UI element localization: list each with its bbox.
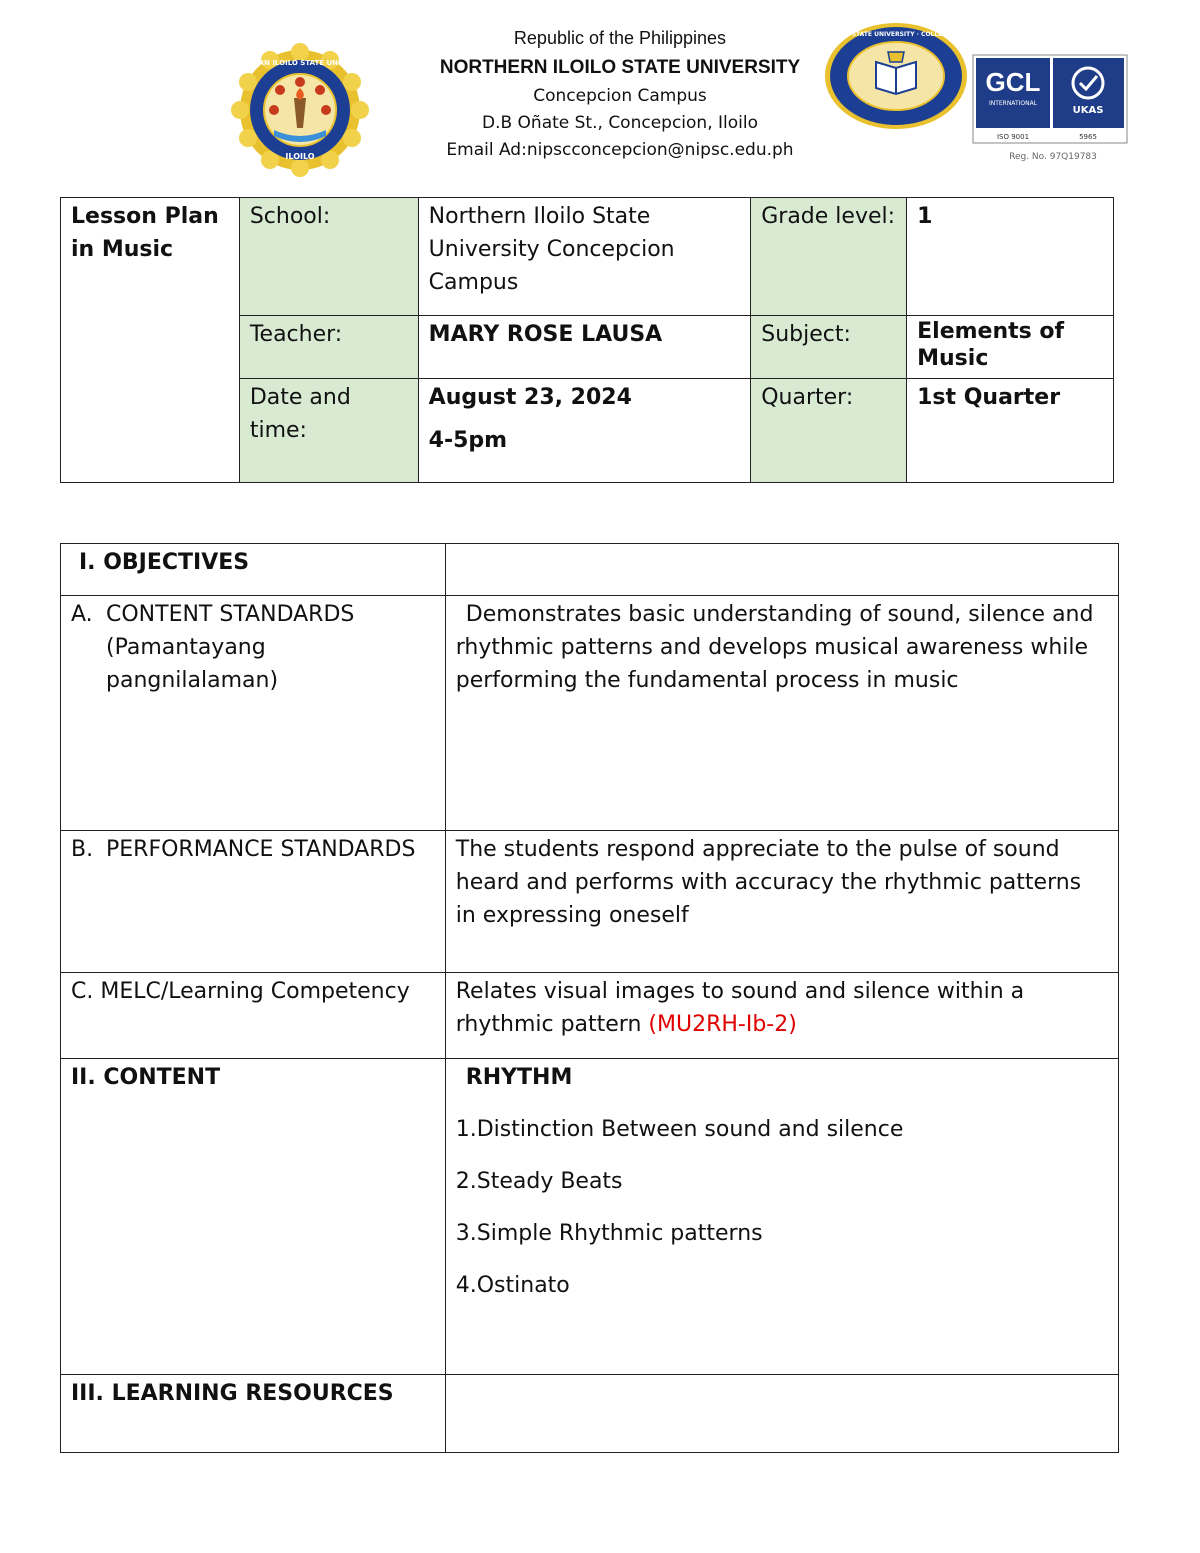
content-item: 2.Steady Beats: [455, 1169, 623, 1194]
content-standards-text: [445, 596, 1118, 831]
melc-label: C. MELC/Learning Competency: [61, 973, 446, 1059]
performance-standards-marker: B.: [71, 837, 94, 862]
content-standards-marker: A.: [71, 602, 93, 627]
quarter-label: Quarter:: [751, 379, 907, 483]
objectives-empty-cell: [445, 544, 1118, 596]
melc-cell: [445, 973, 1118, 1059]
lesson-plan-title: Lesson Plan in Music: [61, 198, 240, 316]
subject-label: Subject:: [751, 316, 907, 379]
content-item: 4.Ostinato: [455, 1273, 570, 1298]
date-time-cell: [418, 379, 751, 483]
date-label: Date and time:: [239, 379, 418, 483]
university-name: NORTHERN ILOILO STATE UNIVERSITY: [439, 57, 801, 78]
gcl-sub-mark: INTERNATIONAL: [988, 100, 1038, 107]
title-spacer: [61, 316, 240, 379]
iso-ukas-certification-logo: [973, 55, 1127, 163]
content-standards-value: Demonstrates basic understanding of sound, silence and rhythmic patterns and develops musical awareness while performing the fundamental process in music: [455, 602, 1094, 693]
left-seal-bottom-text: ILOILO: [285, 152, 315, 161]
melc-value: Relates visual images to sound and silence within a rhythmic pattern: [455, 979, 1025, 1037]
university-seal-logo: [228, 48, 373, 173]
campus-line: Concepcion Campus: [533, 86, 707, 106]
performance-standards-label: PERFORMANCE STANDARDS: [106, 837, 416, 862]
college-of-education-seal-logo: [788, 22, 1004, 130]
title-spacer-bottom: [61, 379, 240, 483]
content-topics-cell: [445, 1059, 1118, 1375]
performance-standards-value: The students respond appreciate to the pulse of sound heard and performs with accuracy the rhythmic patterns in expressing oneself: [445, 831, 1118, 973]
ukas-mark: UKAS: [1072, 105, 1104, 116]
melc-code: (MU2RH-Ib-2): [648, 1012, 797, 1037]
iso-mark: ISO 9001: [996, 133, 1030, 141]
school-label: School:: [239, 198, 418, 316]
address-line: D.B Oñate St., Concepcion, Iloilo: [481, 113, 758, 133]
gcl-mark: GCL: [985, 67, 1041, 97]
quarter-value: 1st Quarter: [907, 379, 1114, 483]
time-value: 4-5pm: [428, 428, 508, 453]
subject-value: Elements of Music: [907, 316, 1114, 379]
content-heading: II. CONTENT: [61, 1059, 446, 1375]
content-standards-label: CONTENT STANDARDS (Pamantayang pangnilalaman): [106, 602, 355, 693]
content-standards-label-cell: [61, 596, 446, 831]
objectives-heading: I. OBJECTIVES: [61, 544, 446, 596]
date-value: August 23, 2024: [428, 385, 632, 410]
teacher-value: MARY ROSE LAUSA: [418, 316, 751, 379]
content-item: 1.Distinction Between sound and silence: [455, 1117, 904, 1142]
lesson-info-table: [60, 197, 1114, 483]
right-seal-text: NORTHERN ILOILO STATE UNIVERSITY · COLLEGE OF EDUCATION: [788, 31, 1004, 38]
grade-label: Grade level:: [751, 198, 907, 316]
left-seal-top-text: NORTHERN ILOILO STATE UNIVERSITY: [226, 59, 374, 67]
ukas-number: 5965: [1079, 133, 1097, 141]
cert-reg-number: Reg. No. 97Q19783: [1009, 152, 1097, 162]
email-line: Email Ad:nipscconcepcion@nipsc.edu.ph: [446, 140, 794, 160]
school-value: Northern Iloilo State University Concepcion Campus: [418, 198, 751, 316]
grade-value: 1: [907, 198, 1114, 316]
performance-standards-label-cell: [61, 831, 446, 973]
content-topic: RHYTHM: [465, 1065, 573, 1090]
learning-resources-heading: III. LEARNING RESOURCES: [61, 1375, 446, 1453]
content-item: 3.Simple Rhythmic patterns: [455, 1221, 763, 1246]
objectives-table: [60, 543, 1119, 1453]
republic-line: Republic of the Philippines: [513, 28, 727, 48]
learning-resources-empty-cell: [445, 1375, 1118, 1453]
teacher-label: Teacher:: [239, 316, 418, 379]
